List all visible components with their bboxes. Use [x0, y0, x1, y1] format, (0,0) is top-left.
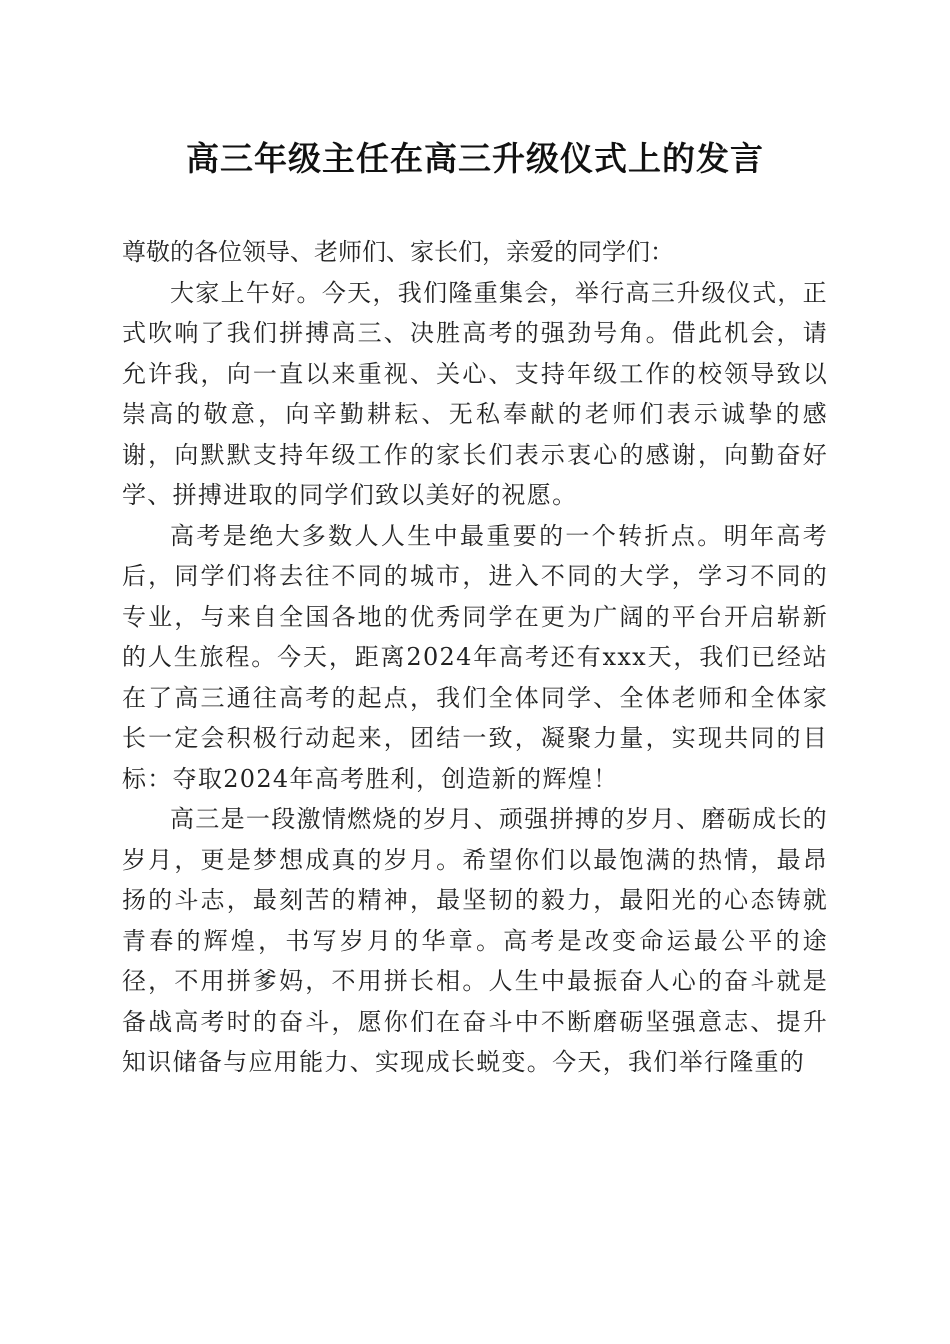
page-title: 高三年级主任在高三升级仪式上的发言	[186, 139, 764, 178]
document-body	[122, 232, 828, 1083]
paragraph-3: 高三是一段激情燃烧的岁月、顽强拼搏的岁月、磨砺成长的岁月，更是梦想成真的岁月。希望你们以最饱满的热情，最昂扬的斗志，最刻苦的精神，最坚韧的毅力，最阳光的心态铸就青春的辉煌，书写岁月的华章。高考是改变命运最公平的途径，不用拼爹妈，不用拼长相。人生中最振奋人心的奋斗就是备战高考时的奋斗，愿你们在奋斗中不断磨砺坚强意志、提升知识储备与应用能力、实现成长蜕变。今天，我们举行隆重的	[122, 805, 828, 1076]
paragraph-2: 高考是绝大多数人人生中最重要的一个转折点。明年高考后，同学们将去往不同的城市，进入不同的大学，学习不同的专业，与来自全国各地的优秀同学在更为广阔的平台开启崭新的人生旅程。今天，距离2024年高考还有xxx天，我们已经站在了高三通往高考的起点，我们全体同学、全体老师和全体家长一定会积极行动起来，团结一致，凝聚力量，实现共同的目标：夺取2024年高考胜利，创造新的辉煌！	[122, 521, 828, 793]
salutation: 尊敬的各位领导、老师们、家长们，亲爱的同学们：	[122, 238, 674, 266]
paragraph-1: 大家上午好。今天，我们隆重集会，举行高三升级仪式，正式吹响了我们拼搏高三、决胜高考的强劲号角。借此机会，请允许我，向一直以来重视、关心、支持年级工作的校领导致以崇高的敬意，向辛勤耕耘、无私奉献的老师们表示诚挚的感谢，向默默支持年级工作的家长们表示衷心的感谢，向勤奋好学、拼搏进取的同学们致以美好的祝愿。	[122, 278, 828, 509]
